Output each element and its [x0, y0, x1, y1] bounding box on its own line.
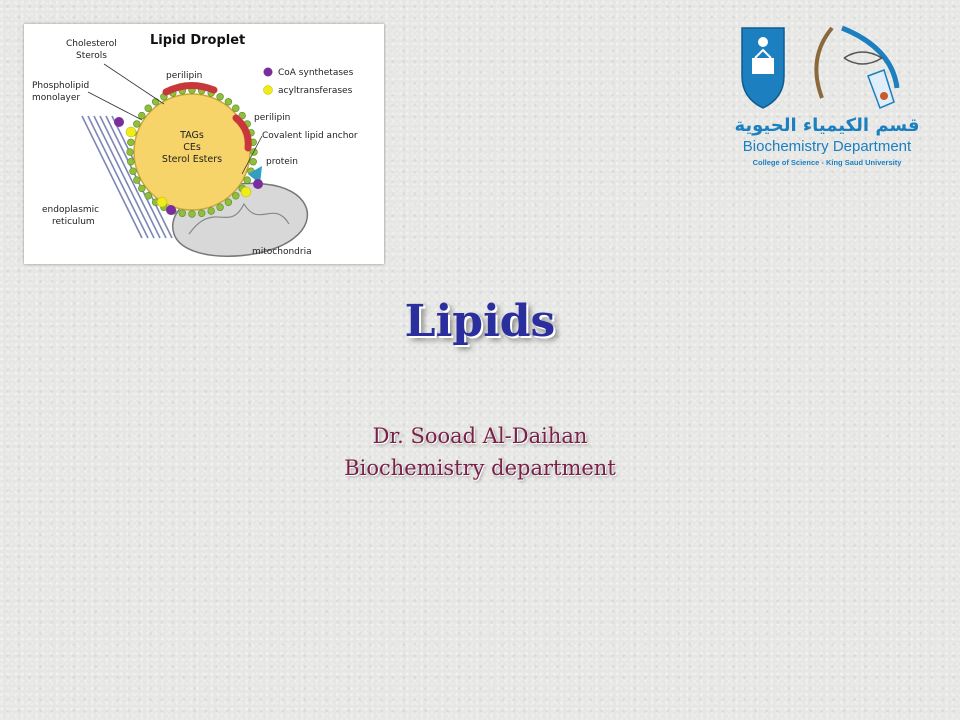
logo-graphic: [722, 18, 932, 173]
ksu-shield-icon: [742, 28, 784, 108]
phospholipid-head: [232, 105, 239, 112]
label-monolayer: monolayer: [32, 93, 81, 103]
logo-subtitle-text: College of Science - King Saud University: [752, 158, 902, 167]
label-protein: protein: [266, 157, 298, 167]
label-sterols: Sterols: [76, 51, 107, 61]
phospholipid-head: [152, 98, 159, 105]
logo-english-text: Biochemistry Department: [742, 138, 912, 155]
phospholipid-head: [130, 168, 137, 175]
label-acyltransferases: acyltransferases: [278, 86, 353, 96]
slide-title: Lipids: [404, 296, 556, 347]
phospholipid-head: [189, 211, 196, 218]
phospholipid-head: [250, 158, 257, 165]
coa-dot-droplet: [166, 205, 176, 215]
phospholipid-head: [127, 139, 134, 146]
diagram-heading: Lipid Droplet: [150, 33, 246, 48]
department-logo: [722, 18, 932, 173]
phospholipid-head: [244, 177, 251, 184]
phospholipid-head: [133, 121, 140, 128]
phospholipid-head: [217, 204, 224, 211]
phospholipid-head: [145, 105, 152, 112]
phospholipid-head: [232, 192, 239, 199]
phospholipid-head: [133, 177, 140, 184]
label-covalent-anchor: Covalent lipid anchor: [262, 131, 358, 141]
legend-acyl-dot: [264, 86, 273, 95]
phospholipid-head: [208, 208, 215, 215]
label-cholesterol: Cholesterol: [66, 39, 117, 49]
phospholipid-head: [225, 199, 232, 206]
phospholipid-head: [198, 210, 205, 217]
label-core-tags: TAGs: [180, 130, 204, 141]
coa-dot-er: [114, 117, 124, 127]
lipid-droplet-illustration: [24, 24, 384, 264]
phospholipid-head: [217, 93, 224, 100]
label-phospholipid: Phospholipid: [32, 81, 90, 91]
label-core-ces: CEs: [183, 142, 201, 153]
phospholipid-head: [145, 192, 152, 199]
label-mitochondria: mitochondria: [252, 247, 312, 257]
phospholipid-head: [127, 149, 134, 156]
phospholipid-head: [138, 185, 145, 192]
phospholipid-head: [138, 112, 145, 119]
label-core-sterol-esters: Sterol Esters: [161, 154, 223, 165]
author-name: Dr. Sooad Al-Daihan: [372, 424, 588, 448]
label-er-line1: endoplasmic: [42, 205, 100, 215]
lipid-droplet-diagram: [24, 24, 384, 264]
author-department: Biochemistry department: [344, 456, 616, 480]
phospholipid-head: [225, 98, 232, 105]
label-er-line2: reticulum: [52, 217, 95, 227]
dna-flask-icon: [816, 28, 897, 108]
logo-arabic-text: قسم الكيمياء الحيوية: [734, 115, 920, 136]
label-coa-synthetases: CoA synthetases: [278, 68, 354, 78]
acyl-dot-droplet: [157, 197, 167, 207]
acyl-dot-er: [126, 127, 136, 137]
acyl-dot-mito: [241, 187, 251, 197]
label-perilipin-right: perilipin: [254, 113, 291, 123]
phospholipid-head: [179, 210, 186, 217]
coa-dot-mito: [253, 179, 263, 189]
label-perilipin-top: perilipin: [166, 71, 203, 81]
phospholipid-head: [127, 158, 134, 165]
legend-coa-dot: [264, 68, 273, 77]
